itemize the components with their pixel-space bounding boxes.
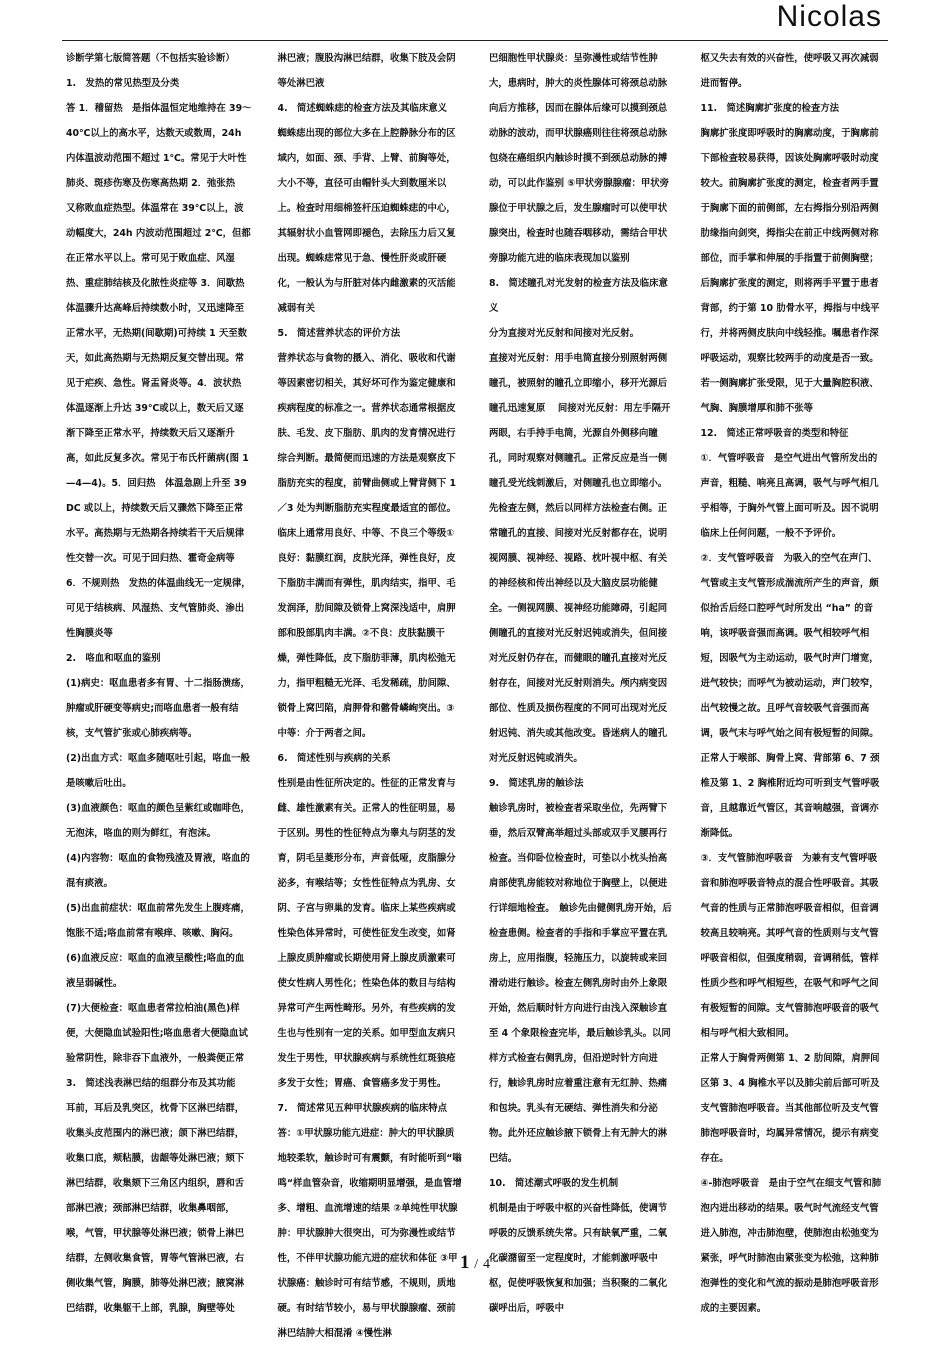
paragraph: (2)出血方式：呕血多随呕吐引起，咯血一般是咳嗽后吐出。 — [66, 753, 250, 789]
paragraph: 直接对光反射：用手电筒直接分别照射两侧瞳孔，被照射的瞳孔立即缩小，移开光源后瞳孔迅速复原 间接对光反射：用左手隔开两眼，右手持手电筒，光源自外侧移向瞳孔，同时观察对侧瞳孔。正常反应是当一侧瞳孔受光线刺激后，对侧瞳孔也立即缩小。先检查左侧，然后以同样方法检查右侧。正常瞳孔的直接、间接对光反射都存在，说明视网膜、视神经、视路、枕叶视中枢、有关的神经核和传出神经以及大脑皮层功能健全。一侧视网膜、视神经功能障碍，引起同侧瞳孔的直接对光反射迟钝或消失，但间接对光反射仍存在，而健眼的瞳孔直接对光反射存在，间接对光反射则消失。颅内病变因部位、性质及损伤程度的不同可出现对光反射迟钝、消失或其他改变。昏迷病人的瞳孔对光反射迟钝或消失。 — [489, 353, 671, 764]
paragraph: 11. 简述胸廓扩张度的检查方法 — [700, 103, 839, 114]
paragraph: 1. 发热的常见热型及分类 — [66, 78, 180, 89]
paragraph: 机制是由于呼吸中枢的兴奋性降低，使调节呼吸的反馈系统失常。只有缺氧严重，二氧化碳潴留至一定程度时，才能刺激呼吸中枢，促使呼吸恢复和加强；当积聚的二氧化碳呼出后，呼吸中 — [489, 1203, 668, 1314]
paragraph: 4. 简述蜘蛛痣的检查方法及其临床意义 — [277, 103, 447, 114]
paragraph: 8. 简述瞳孔对光发射的检查方法及临床意义 — [489, 278, 668, 314]
text-columns — [66, 46, 886, 1339]
paragraph: (7)大便检查：呕血患者常拉柏油(黑色)样便，大便隐血试验阳性;咯血患者大便隐血试验常阴性，除非吞下血液外，一般粪便正常 — [66, 1003, 248, 1064]
paragraph: 正常人于胸骨两侧第 1、2 肋间隙，肩胛间区第 3、4 胸椎水平以及肺尖前后部可听及支气管肺泡呼吸音。当其他部位听及支气管肺泡呼吸音时，均属异常情况，提示有病变存在。 — [700, 1053, 880, 1164]
total-pages: 4 — [482, 1257, 490, 1272]
column-1 — [66, 46, 254, 1314]
paragraph: 5. 简述营养状态的评价方法 — [277, 328, 401, 339]
paragraph: 答 1．稽留热 是指体温恒定地维持在 39～40℃以上的高水平，达数天或数周，24h 内体温波动范围不超过 1℃。常见于大叶性肺炎、斑疹伤寒及伤寒高热期 2．弛张热 又称败血症热型。体温常在 39℃以上，波动幅度大，24h 内波动范围超过 2℃，但都在正常水平以上。常可见于败血症、风湿热、重症肺结核及化脓性炎症等 3．间歇热 体温骤升达高峰后持续数小时，又迅速降至正常水平，无热期(间歇期)可持续 1 天至数天，如此高热期与无热期反复交替出现。常见于疟疾、急性。肾盂肾炎等。4．波状热 体温逐渐上升达 39℃或以上，数天后又逐渐下降至正常水平，持续数天后又逐渐升高，如此反复多次。常见于布氏杆菌病(图 1—4—4)。5．回归热 体温急剧上升至 39DC 或以上，持续数天后又骤然下降至正常水平。高热期与无热期各持续若干天后规律性交替一次。可见于回归热、霍奇金病等 6．不规则热 发热的体温曲线无一定规律，可见于结核病、风湿热、支气管肺炎、渗出性胸膜炎等 — [66, 103, 254, 639]
paragraph: 耳前，耳后及乳突区，枕骨下区淋巴结群，收集头皮范围内的淋巴液；颌下淋巴结群，收集口底，颊粘膜，齿龈等处淋巴液；颏下淋巴结群，收集颏下三角区内组织，唇和舌部淋巴液；颈部淋巴结群，收集鼻咽部，喉，气管，甲状腺等处淋巴液；锁骨上淋巴结群，左侧收集食管，胃等气管淋巴液，右侧收集气管，胸膜，肺等处淋巴液；腋窝淋巴结群，收集躯干上部，乳腺，胸壁等处 — [66, 1103, 245, 1314]
paragraph: 性别是由性征所决定的。性征的正常发育与雌、雄性激素有关。正常人的性征明显，易于区别。男性的性征特点为睾丸与阴茎的发育，阴毛呈菱形分布，声音低哑，皮脂腺分泌多，有喉结等；女性性征特点为乳房、女阴、子宫与卵巢的发育。临床上某些疾病或性染色体异常时，可使性征发生改变，如肾上腺皮质肿瘤或长期使用肾上腺皮质激素可使女性病人男性化；性染色体的数目与结构异常可产生两性畸形。另外，有些疾病的发生也与性别有一定的关系。如甲型血友病只发生于男性，甲状腺疾病与系统性红斑狼疮多发于女性；胃癌、食管癌多发于男性。 — [277, 778, 456, 1089]
paragraph: 9. 简述乳房的触诊法 — [489, 778, 584, 789]
paragraph: 枢又失去有效的兴奋性，使呼吸又再次减弱进而暂停。 — [700, 53, 879, 89]
paragraph: (6)血液反应：呕血的血液呈酸性;咯血的血液呈弱碱性。 — [66, 953, 245, 989]
paragraph: 营养状态与食物的摄入、消化、吸收和代谢等因素密切相关，其好坏可作为鉴定健康和疾病程度的标准之一。营养状态通常根据皮肤、毛发、皮下脂肪、肌肉的发育情况进行综合判断。最简便而迅速的方法是观察皮下脂肪充实的程度，前臂曲侧或上臂背侧下 1／3 处为判断脂肪充实程度最适宜的部位。 — [277, 353, 457, 514]
paragraph: 巴细胞性甲状腺炎：呈弥漫性或结节性肿大，患病时，肿大的炎性腺体可将颈总动脉向后方推移，因而在腺体后缘可以摸到颈总动脉的波动，而甲状腺癌则往往将颈总动脉包绕在癌组织内触诊时摸不到颈总动脉的搏动，可以此作鉴别 ⑤甲状旁腺腺瘤：甲状旁腺位于甲状腺之后，发生腺瘤时可以使甲状腺突出，检查时也随吞咽移动，需结合甲状旁腺功能亢进的临床表现加以鉴别 — [489, 53, 669, 264]
paragraph: 临床上通常用良好、中等、不良三个等级①良好：黏膜红润，皮肤光泽，弹性良好，皮下脂肪丰满而有弹性，肌肉结实，指甲、毛发润泽，肋间隙及锁骨上窝深浅适中，肩胛部和股部肌肉丰满。②不良：皮肤黏膜干燥，弹性降低，皮下脂肪菲薄，肌肉松弛无力，指甲粗糙无光泽、毛发稀疏，肋间隙、锁骨上窝凹陷，肩胛骨和髂骨嶙峋突出。③中等：介于两者之间。 — [277, 528, 456, 739]
paragraph: 7. 简述常见五种甲状腺疾病的临床特点 — [277, 1103, 447, 1114]
page-separator: / — [474, 1257, 479, 1272]
paragraph: ④-肺泡呼吸音 是由于空气在细支气管和肺泡内进出移动的结果。吸气时气流经支气管进入肺泡，冲击肺泡壁，使肺泡由松弛变为紧张，呼气时肺泡由紧张变为松弛，这种肺泡弹性的变化和气流的振动是肺泡呼吸音形成的主要因素。 — [700, 1178, 882, 1314]
header-rule — [62, 40, 888, 41]
paragraph: 触诊乳房时，被检查者采取坐位，先两臂下垂，然后双臂高举超过头部或双手叉腰再行检查。当仰卧位检查时，可垫以小枕头抬高肩部使乳房能较对称地位于胸壁上，以便进行详细地检查。 触诊先由健侧乳房开始，后检查患侧。检查者的手指和手掌应平置在乳房上，应用指腹，轻施压力，以旋转或来回滑动进行触诊。检查左侧乳房时由外上象限开始，然后顺时针方向进行由浅入深触诊直至 4 个象限检查完毕，最后触诊乳头。以同样方式检查右侧乳房，但沿逆时针方向进行，触诊乳房时应着重注意有无红肿、热痛和包块。乳头有无硬结、弹性消失和分泌物。此外还应触诊腋下锁骨上有无肿大的淋巴结。 — [489, 803, 672, 1164]
paragraph: (4)内容物：呕血的食物残渣及胃液，咯血的混有痰液。 — [66, 853, 250, 889]
paragraph: ③．支气管肺泡呼吸音 为兼有支气管呼吸音和肺泡呼吸音特点的混合性呼吸音。其吸气音的性质与正常肺泡呼吸音相似，但音调较高且较响亮。其呼气音的性质则与支气管呼吸音相似，但强度稍弱，音调稍低，管样性质少些和呼气相短些，在吸气和呼气之间有极短暂的间隙。支气管肺泡呼吸音的吸气相与呼气相大致相同。 — [700, 853, 879, 1039]
paragraph: ①．气管呼吸音 是空气进出气管所发出的声音，粗糙、响亮且高调，吸气与呼气相几乎相等，于胸外气管上面可听及。因不说明临床上任何问题，一般不予评价。 — [700, 453, 879, 539]
paragraph: 分为直接对光反射和间接对光反射。 — [489, 328, 640, 339]
paragraph: 3. 简述浅表淋巴结的组群分布及其功能 — [66, 1078, 236, 1089]
paragraph: (5)出血前症状：呕血前常先发生上腹疼痛，饱胀不适;咯血前常有喉痒、咳嗽、胸闷。 — [66, 903, 250, 939]
paragraph: 12. 简述正常呼吸音的类型和特征 — [700, 428, 849, 439]
page-number — [0, 1252, 950, 1274]
paragraph: 10. 简述潮式呼吸的发生机制 — [489, 1178, 619, 1189]
paragraph: 答：①甲状腺功能亢进症：肿大的甲状腺质地较柔软，触诊时可有震颤，有时能听到“嗡鸣“样血管杂音，收缩期明显增强，是血管增多、增粗、血流增速的结果 ②单纯性甲状腺肿：甲状腺肿大很突出，可为弥漫性或结节性，不伴甲状腺功能亢进的症状和体征 ③甲状腺癌：触诊时可有结节感，不规则，质地硬。有时结节较小，易与甲状腺腺瘤、颈前淋巴结肿大相混淆 ④慢性淋 — [277, 1128, 462, 1339]
paragraph: 蜘蛛痣出现的部位大多在上腔静脉分布的区域内，如面、颈、手背、上臂、前胸等处，大小不等，直径可由帽针头大到数厘米以上。检查时用细棉签杆压迫蜘蛛痣的中心，其辐射状小血管网即褪色，去除压力后又复出现。蜘蛛痣常见于急、慢性肝炎或肝硬化，一般认为与肝脏对体内雌激素的灭活能减弱有关 — [277, 128, 456, 314]
paragraph: 6. 简述性别与疾病的关系 — [277, 753, 391, 764]
paragraph: 正常人于喉部、胸骨上窝、背部第 6、7 颈椎及第 1、2 胸椎附近均可听到支气管呼吸音，且越靠近气管区，其音响越强，音调亦渐降低。 — [700, 753, 880, 839]
paragraph: (1)病史：呕血患者多有胃、十二指肠溃疡，肿瘤或肝硬变等病史;而咯血患者一般有结核，支气管扩张或心肺疾病等。 — [66, 678, 250, 739]
paragraph: 诊断学第七版简答题（不包括实验诊断） — [66, 53, 235, 64]
paragraph: 胸廓扩张度即呼吸时的胸廓动度，于胸廓前下部检查较易获得，因该处胸廓呼吸时动度较大。前胸廓扩张度的测定，检查者两手置于胸廓下面的前侧部，左右拇指分别沿两侧肋缘指向剑突，拇指尖在前正中线两侧对称部位，而手掌和伸展的手指置于前侧胸壁；后胸廓扩张度的测定，则将两手平置于患者背部，约于第 10 肋骨水平，拇指与中线平行，并将两侧皮肤向中线轻推。嘱患者作深呼吸运动，观察比较两手的动度是否一致。若一侧胸廓扩张受限，见于大量胸腔积液、气胸、胸膜增厚和肺不张等 — [700, 128, 880, 414]
current-page: 1 — [460, 1252, 470, 1273]
header-author-name: Nicolas — [776, 0, 882, 33]
paragraph: 2. 咯血和呕血的鉴别 — [66, 653, 161, 664]
column-2 — [277, 46, 464, 1339]
paragraph: 淋巴液；腹股沟淋巴结群，收集下肢及会阴等处淋巴液 — [277, 53, 456, 89]
column-3 — [489, 46, 675, 1314]
paragraph: ②．支气管呼吸音 为吸入的空气在声门、气管或主支气管形成湍流所产生的声音，颇似抬舌后经口腔呼气时所发出 “ha” 的音响，该呼吸音强而高调。吸气相较呼气相短，因吸气为主动运动，吸气时声门增宽，进气较快；而呼气为被动运动，声门较窄，出气较慢之故。且呼气音较吸气音强而高调，吸气末与呼气始之间有极短暂的间隙。 — [700, 553, 879, 739]
paragraph: (3)血液颜色：呕血的颜色呈紫红或咖啡色，无泡沫，咯血的则为鲜红，有泡沫。 — [66, 803, 250, 839]
column-4 — [700, 46, 887, 1314]
